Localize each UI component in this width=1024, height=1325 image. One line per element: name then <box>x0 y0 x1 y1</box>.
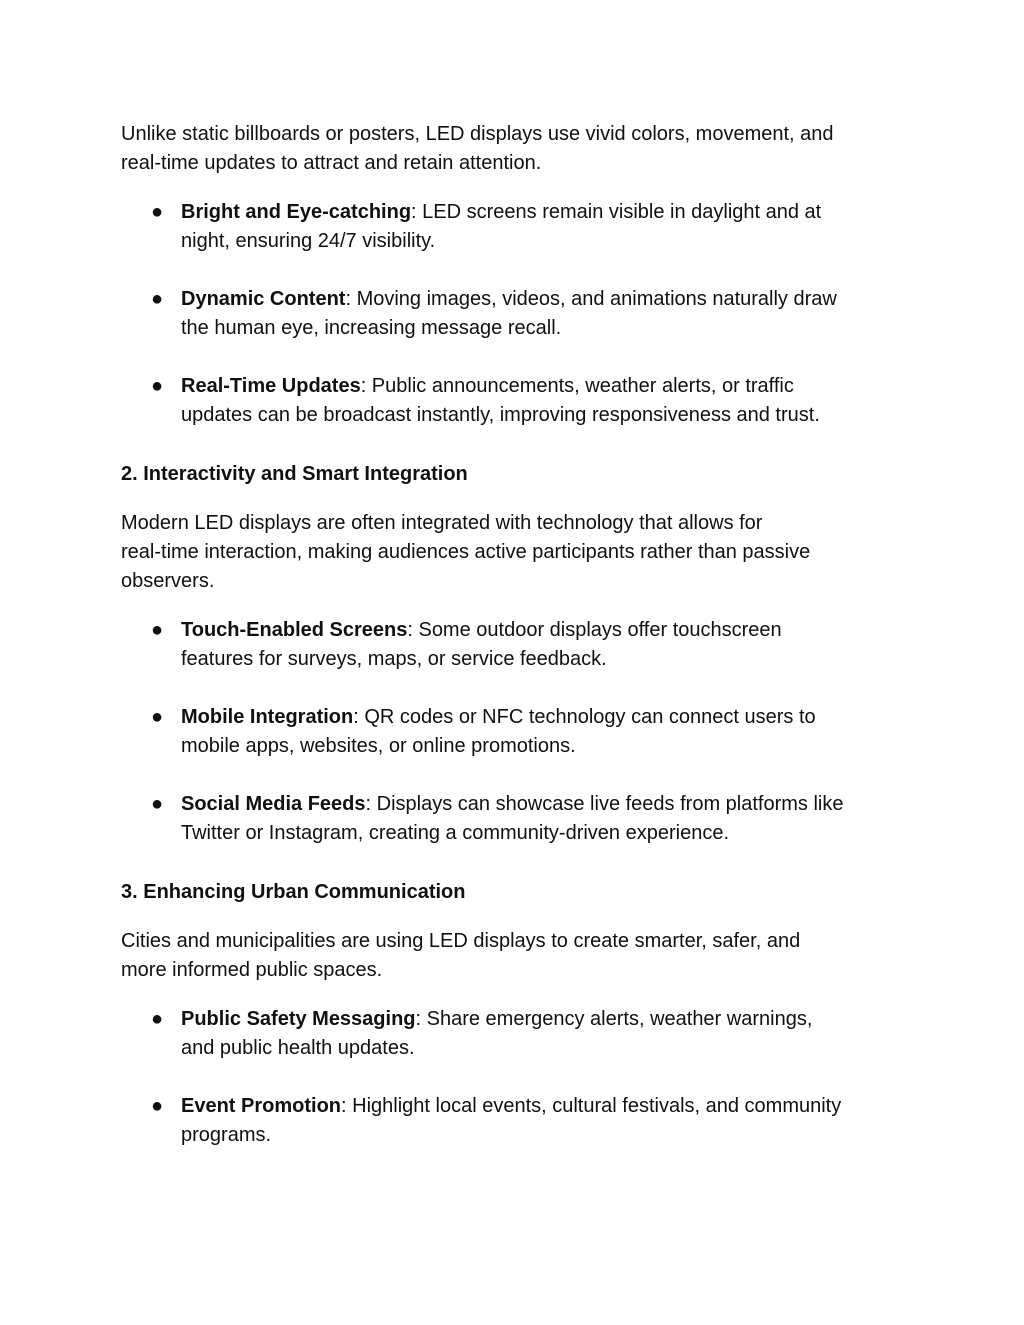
list-item <box>121 616 914 674</box>
bullet-text: : QR codes or NFC technology can connect users to mobile apps, websites, or online promotions. <box>181 706 816 757</box>
bullet-text: : Highlight local events, cultural festivals, and community programs. <box>181 1095 842 1146</box>
bullet-icon: ● <box>151 201 164 223</box>
bullet-term: Public Safety Messaging <box>181 1008 416 1030</box>
bullet-icon: ● <box>151 793 164 815</box>
bullet-text: : Public announcements, weather alerts, or traffic updates can be broadcast instantly, improving responsiveness and trust. <box>181 375 820 426</box>
list-item <box>121 372 914 430</box>
bullet-icon: ● <box>151 375 164 397</box>
section3-intro: Cities and municipalities are using LED displays to create smarter, safer, and more informed public spaces. <box>121 930 801 981</box>
section2-heading: 2. Interactivity and Smart Integration <box>121 463 468 485</box>
bullet-term: Event Promotion <box>181 1095 342 1117</box>
list-item <box>121 198 914 256</box>
bullet-text: : Displays can showcase live feeds from platforms like Twitter or Instagram, creating a community-driven experience. <box>181 793 844 844</box>
section3-heading: 3. Enhancing Urban Communication <box>121 881 466 903</box>
bullet-text: : Some outdoor displays offer touchscreen features for surveys, maps, or service feedback. <box>181 619 782 670</box>
bullet-icon: ● <box>151 288 164 310</box>
list-item <box>121 285 914 343</box>
list-item <box>121 703 914 761</box>
list-item <box>121 790 914 848</box>
bullet-term: Real-Time Updates <box>181 375 361 397</box>
bullet-icon: ● <box>151 619 164 641</box>
section1-bullet-list <box>121 198 914 430</box>
bullet-text: : Moving images, videos, and animations naturally draw the human eye, increasing message recall. <box>181 288 837 339</box>
bullet-text: : Share emergency alerts, weather warnings, and public health updates. <box>181 1008 813 1059</box>
section1-intro: Unlike static billboards or posters, LED displays use vivid colors, movement, and real-time updates to attract and retain attention. <box>121 123 834 174</box>
bullet-term: Dynamic Content <box>181 288 346 310</box>
bullet-term: Mobile Integration <box>181 706 354 728</box>
list-item <box>121 1092 914 1150</box>
bullet-term: Bright and Eye-catching <box>181 201 412 223</box>
bullet-icon: ● <box>151 1008 164 1030</box>
list-item <box>121 1005 914 1063</box>
section3-bullet-list <box>121 1005 914 1150</box>
bullet-icon: ● <box>151 706 164 728</box>
bullet-term: Touch-Enabled Screens <box>181 619 408 641</box>
bullet-term: Social Media Feeds <box>181 793 366 815</box>
section2-bullet-list <box>121 616 914 848</box>
bullet-text: : LED screens remain visible in daylight and at night, ensuring 24/7 visibility. <box>181 201 822 252</box>
section2-intro: Modern LED displays are often integrated with technology that allows for real-time interaction, making audiences active participants rather than passive observers. <box>121 512 811 592</box>
bullet-icon: ● <box>151 1095 164 1117</box>
